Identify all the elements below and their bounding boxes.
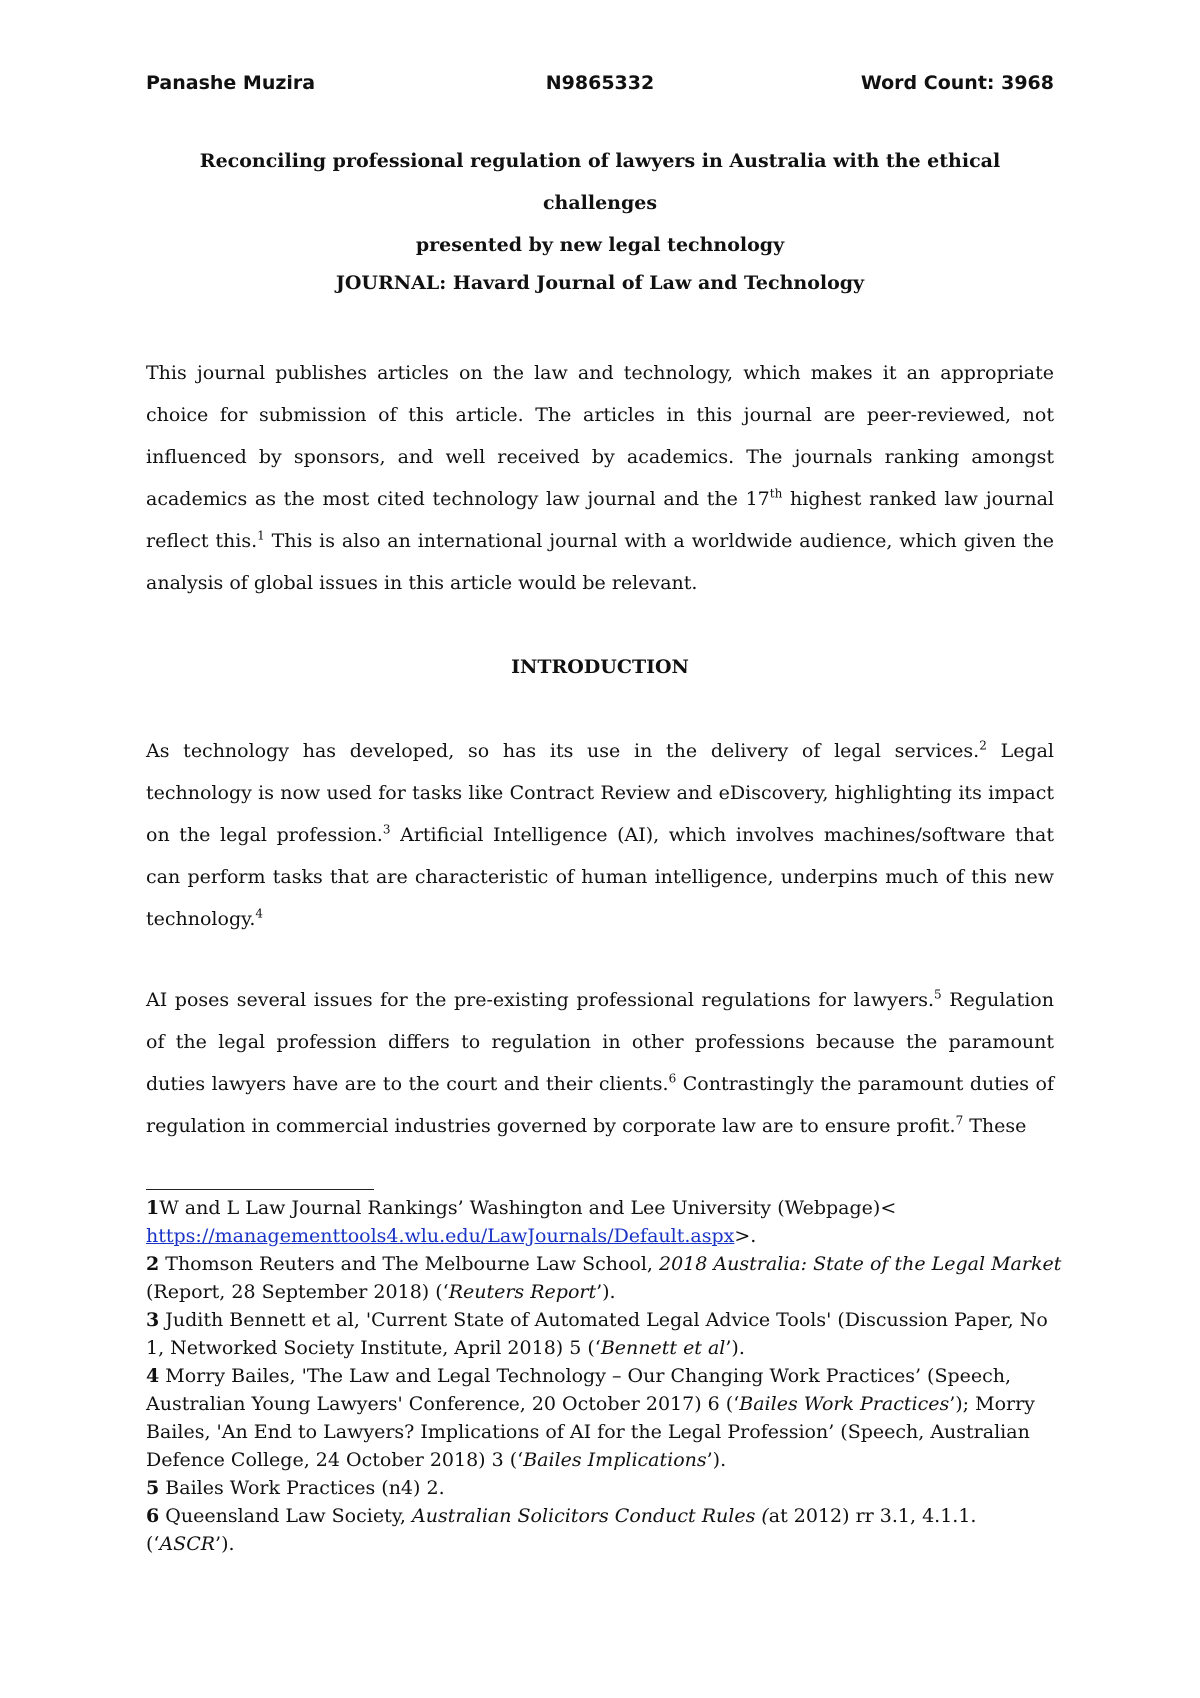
footnote-number: 5 [146, 1477, 160, 1499]
para2-text-b: Legal technology is now used for tasks like Contract Review and eDiscovery, highlighting its impact on the legal profession. [146, 740, 1055, 846]
page-header [146, 72, 1054, 102]
paragraph-introduction-1 [146, 730, 1054, 940]
author-name: Panashe Muzira [146, 72, 316, 94]
footnote-text-tail: ’). [725, 1337, 745, 1359]
footnote-italic-title: 2018 Australia: State of the Legal Market [659, 1253, 1062, 1275]
para2-text-a: As technology has developed, so has its use in the delivery of legal services. [146, 740, 980, 762]
footnote-text-tail: >. [734, 1225, 757, 1247]
footnote-number: 4 [146, 1365, 160, 1387]
para1-text-a: This journal publishes articles on the law and technology, which makes it an appropriate choice for submission of this article. The articles in this journal are peer-reviewed, not influenced by sponsors, and well received by academics. The journals ranking amongst academics as the most cited technology law journal and the 17 [146, 362, 1054, 510]
footnote-short-title: Bennett et al [600, 1337, 726, 1359]
footnote-number: 3 [146, 1309, 160, 1331]
journal-heading: JOURNAL: Havard Journal of Law and Technology [335, 272, 865, 294]
document-title [146, 140, 1054, 266]
footnote-italic-title: Australian Solicitors Conduct Rules ( [412, 1505, 769, 1527]
footnote-short-title: ASCR [159, 1533, 216, 1555]
footnote-text: Judith Bennett et al, 'Current State of Automated Legal Advice Tools' (Discussion Paper, No 1, Networked Society Institute, April 2018) 5 (‘ [146, 1309, 1048, 1359]
student-id: N9865332 [545, 72, 655, 94]
footnotes [146, 1194, 1066, 1558]
footnote-text-tail: ’). [596, 1281, 616, 1303]
footnote-3 [146, 1306, 1066, 1362]
footnote-ref-5[interactable]: 5 [934, 987, 942, 1002]
footnote-number: 2 [146, 1253, 160, 1275]
footnote-short-title: Bailes Work Practices [739, 1393, 950, 1415]
footnote-ref-4[interactable]: 4 [255, 906, 264, 921]
footnote-text-tail: ’). [215, 1533, 235, 1555]
ordinal-suffix: th [769, 486, 783, 501]
footnote-ref-3[interactable]: 3 [382, 822, 391, 837]
footnote-1 [146, 1194, 1066, 1250]
footnote-text: Bailes Work Practices (n4) 2. [159, 1477, 445, 1499]
footnote-text-mid: ’); Morry Bailes, 'An End to Lawyers? Implications of AI for the Legal Profession’ (Speech, Australian Defence College, 24 October 2018) 3 (‘ [146, 1393, 1035, 1471]
para3-text-b: Regulation of the legal profession differs to regulation in other professions because the paramount duties lawyers have are to the court and their clients. [146, 989, 1054, 1095]
footnote-4 [146, 1362, 1066, 1474]
footnote-ref-2[interactable]: 2 [979, 738, 987, 753]
footnote-text-mid: at 2012) rr 3.1, 4.1.1. (‘ [146, 1505, 977, 1555]
paragraph-journal-justification [146, 352, 1054, 604]
word-count: Word Count: 3968 [860, 72, 1054, 94]
footnote-text: Queensland Law Society, [159, 1505, 412, 1527]
footnote-separator [146, 1189, 374, 1190]
footnote-text: Morry Bailes, 'The Law and Legal Technology – Our Changing Work Practices’ (Speech, Australian Young Lawyers' Conference, 20 October 2017) 6 (‘ [146, 1365, 1012, 1415]
footnote-short-title: Reuters Report [448, 1281, 597, 1303]
footnote-text-mid: (Report, 28 September 2018) (‘ [146, 1281, 449, 1303]
para3-text-c: Contrastingly the paramount duties of regulation in commercial industries governed by corporate law are to ensure profit. [146, 1073, 1054, 1137]
title-line-2: presented by new legal technology [415, 234, 785, 256]
para3-text-d: These [963, 1115, 1027, 1137]
section-heading-introduction: INTRODUCTION [511, 656, 689, 678]
title-line-1: Reconciling professional regulation of lawyers in Australia with the ethical challenges [199, 150, 1001, 214]
footnote-6 [146, 1502, 1066, 1558]
footnote-2 [146, 1250, 1066, 1306]
footnote-ref-6[interactable]: 6 [668, 1071, 677, 1086]
para2-text-c: Artificial Intelligence (AI), which involves machines/software that can perform tasks that are characteristic of human intelligence, underpins much of this new technology. [146, 824, 1054, 930]
footnote-text: Thomson Reuters and The Melbourne Law School, [159, 1253, 659, 1275]
para3-text-a: AI poses several issues for the pre-existing professional regulations for lawyers. [146, 989, 935, 1011]
footnote-text-tail: ’). [706, 1449, 727, 1471]
footnote-url-link[interactable]: https://managementtools4.wlu.edu/LawJournals/Default.aspx [146, 1225, 735, 1247]
footnote-ref-1[interactable]: 1 [257, 528, 265, 543]
footnote-5 [146, 1474, 1066, 1502]
para1-text-c: This is also an international journal with a worldwide audience, which given the analysis of global issues in this article would be relevant. [146, 530, 1054, 594]
footnote-number: 6 [146, 1505, 160, 1527]
para1-text-b: highest ranked law journal reflect this. [146, 488, 1054, 552]
footnote-text: W and L Law Journal Rankings’ Washington and Lee University (Webpage)< [159, 1197, 897, 1219]
footnote-short-title-2: Bailes Implications [523, 1449, 707, 1471]
footnote-ref-7[interactable]: 7 [955, 1113, 964, 1128]
paragraph-introduction-2 [146, 979, 1054, 1147]
footnote-number: 1 [146, 1197, 160, 1219]
